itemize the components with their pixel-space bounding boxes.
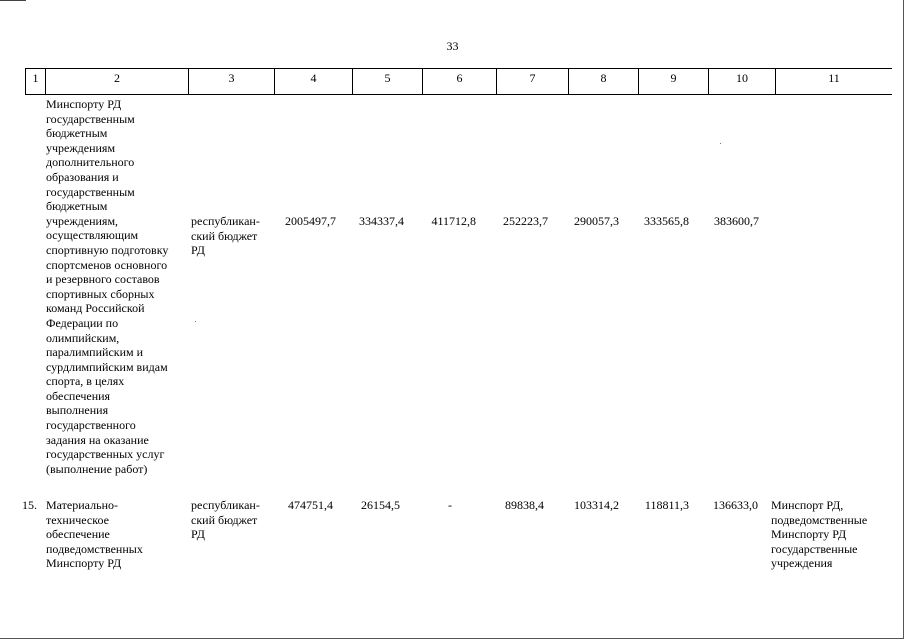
row-value-col6: 411712,8 (431, 214, 476, 228)
header-bottom-border (25, 94, 892, 95)
header-col-10: 10 (736, 71, 748, 85)
scan-speck (195, 321, 196, 322)
row-value-col6: - (448, 498, 452, 512)
row-value-col5: 334337,4 (359, 214, 404, 228)
row-value-col9: 118811,3 (644, 498, 689, 512)
row-executor: Минспорт РД, подведомственные Минспорту РД государственные учреждения (771, 498, 868, 571)
header-col-4: 4 (310, 71, 317, 85)
row-value-col7: 252223,7 (503, 214, 548, 228)
header-col-9: 9 (670, 71, 677, 85)
row-value-col8: 290057,3 (574, 214, 619, 228)
row-activity-name: Материально- техническое обеспечение подведомственных Минспорту РД (46, 498, 143, 571)
header-col-6: 6 (456, 71, 463, 85)
row-funding-source: республикан- ский бюджет РД (191, 498, 260, 542)
header-col-7: 7 (529, 71, 536, 85)
row-value-col9: 333565,8 (644, 214, 689, 228)
table-top-border (25, 68, 892, 69)
scan-speck (720, 143, 721, 144)
page-number: 33 (446, 39, 459, 53)
row-value-col10: 383600,7 (714, 214, 759, 228)
scan-edge-mark (0, 0, 26, 1)
row-activity-name: Минспорту РД государственным бюджетным учреждениям дополнительного образования и государственным бюджетным учреждениям, осуществляющим спортивную подготовку спортсменов основного и резервного составов спортивных сборных команд Российской Федерации по олимпийским, паралимпийским и сурдлимпийским видам спорта, в целях обеспечения выполнения государственного задания на оказание государственных услуг (выполнение работ) (46, 97, 169, 476)
header-col-8: 8 (600, 71, 607, 85)
header-col-1: 1 (32, 71, 39, 85)
header-col-3: 3 (228, 71, 235, 85)
row-funding-source: республикан- ский бюджет РД (191, 214, 260, 258)
header-col-5: 5 (384, 71, 391, 85)
row-item-number: 15. (22, 498, 37, 512)
row-value-col8: 103314,2 (574, 498, 619, 512)
header-col-11: 11 (828, 71, 840, 85)
header-col-2: 2 (114, 71, 120, 85)
row-value-col5: 26154,5 (361, 498, 400, 512)
row-value-col4: 2005497,7 (285, 214, 336, 228)
row-value-col10: 136633,0 (713, 498, 758, 512)
row-value-col4: 474751,4 (288, 498, 333, 512)
row-value-col7: 89838,4 (505, 498, 544, 512)
